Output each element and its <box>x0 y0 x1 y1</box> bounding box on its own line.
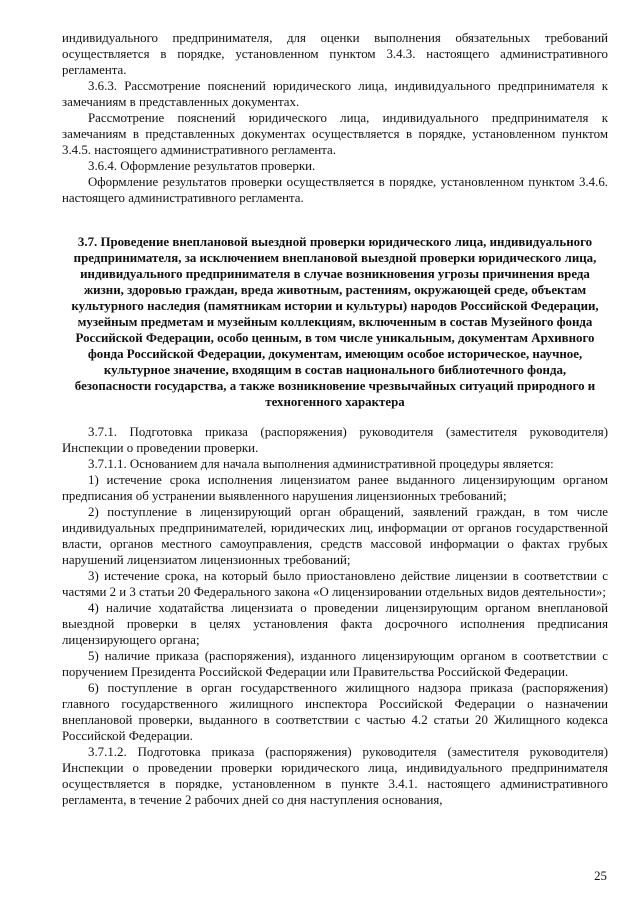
list-item: 4) наличие ходатайства лицензиата о проведении лицензирующим органом внеплановой выездной проверки в целях установления факта досрочного исполнения предписания лицензирующего органа; <box>62 601 608 647</box>
paragraph: Оформление результатов проверки осуществляется в порядке, установленном пунктом 3.4.6. настоящего административного регламента. <box>62 175 608 205</box>
document-page <box>62 30 608 808</box>
list-item: 5) наличие приказа (распоряжения), изданного лицензирующим органом в соответствии с поручением Президента Российской Федерации или Правительства Российской Федерации. <box>62 649 608 679</box>
paragraph: 3.7.1. Подготовка приказа (распоряжения) руководителя (заместителя руководителя) Инспекции о проведении проверки. <box>62 425 608 455</box>
page-number: 25 <box>594 869 607 883</box>
paragraph: индивидуального предпринимателя, для оценки выполнения обязательных требований осуществляется в порядке, установленном пунктом 3.4.3. настоящего административного регламента. <box>62 31 608 77</box>
list-item: 2) поступление в лицензирующий орган обращений, заявлений граждан, в том числе индивидуальных предпринимателей, юридических лиц, информации от органов государственной власти, органов местного самоуправления, средств массовой информации о фактах грубых нарушений лицензиатом лицензионных требований; <box>62 505 608 567</box>
paragraph: 3.6.3. Рассмотрение пояснений юридического лица, индивидуального предпринимателя к замечаниям в представленных документах. <box>62 79 608 109</box>
paragraph: Рассмотрение пояснений юридического лица, индивидуального предпринимателя к замечаниям в представленных документах осуществляется в порядке, установленном пунктом 3.4.5. настоящего административного регламента. <box>62 111 608 157</box>
list-item: 1) истечение срока исполнения лицензиатом ранее выданного лицензирующим органом предписания об устранении выявленного нарушения лицензионных требований; <box>62 473 608 503</box>
list-item: 3) истечение срока, на который было приостановлено действие лицензии в соответствии с частями 2 и 3 статьи 20 Федерального закона «О лицензировании отдельных видов деятельности»; <box>62 569 608 599</box>
list-item: 6) поступление в орган государственного жилищного надзора приказа (распоряжения) главного государственного жилищного инспектора Российской Федерации о назначении внеплановой проверки, выданного в соответствии с частью 4.2 статьи 20 Жилищного кодекса Российской Федерации. <box>62 681 608 743</box>
section-heading: 3.7. Проведение внеплановой выездной проверки юридического лица, индивидуального предпринимателя, за исключением внеплановой выездной проверки юридического лица, индивидуального предпринимателя в случае возникновения угрозы причинения вреда жизни, здоровью граждан, вреда животным, растениям, окружающей среде, объектам культурного наследия (памятникам истории и культуры) народов Российской Федерации, музейным предметам и музейным коллекциям, включенным в состав Музейного фонда Российской Федерации, особо ценным, в том числе уникальным, документам Архивного фонда Российской Федерации, документам, имеющим особое историческое, научное, культурное значение, входящим в состав национального библиотечного фонда, безопасности государства, а также возникновение чрезвычайных ситуаций природного и техногенного характера <box>71 235 599 409</box>
paragraph: 3.6.4. Оформление результатов проверки. <box>88 159 316 173</box>
paragraph: 3.7.1.1. Основанием для начала выполнения административной процедуры является: <box>88 457 554 471</box>
paragraph: 3.7.1.2. Подготовка приказа (распоряжения) руководителя (заместителя руководителя) Инспекции о проведении проверки юридического лица, индивидуального предпринимателя осуществляется в порядке, установленном в пункте 3.4.1. настоящего административного регламента, в течение 2 рабочих дней со дня наступления основания, <box>62 745 608 807</box>
